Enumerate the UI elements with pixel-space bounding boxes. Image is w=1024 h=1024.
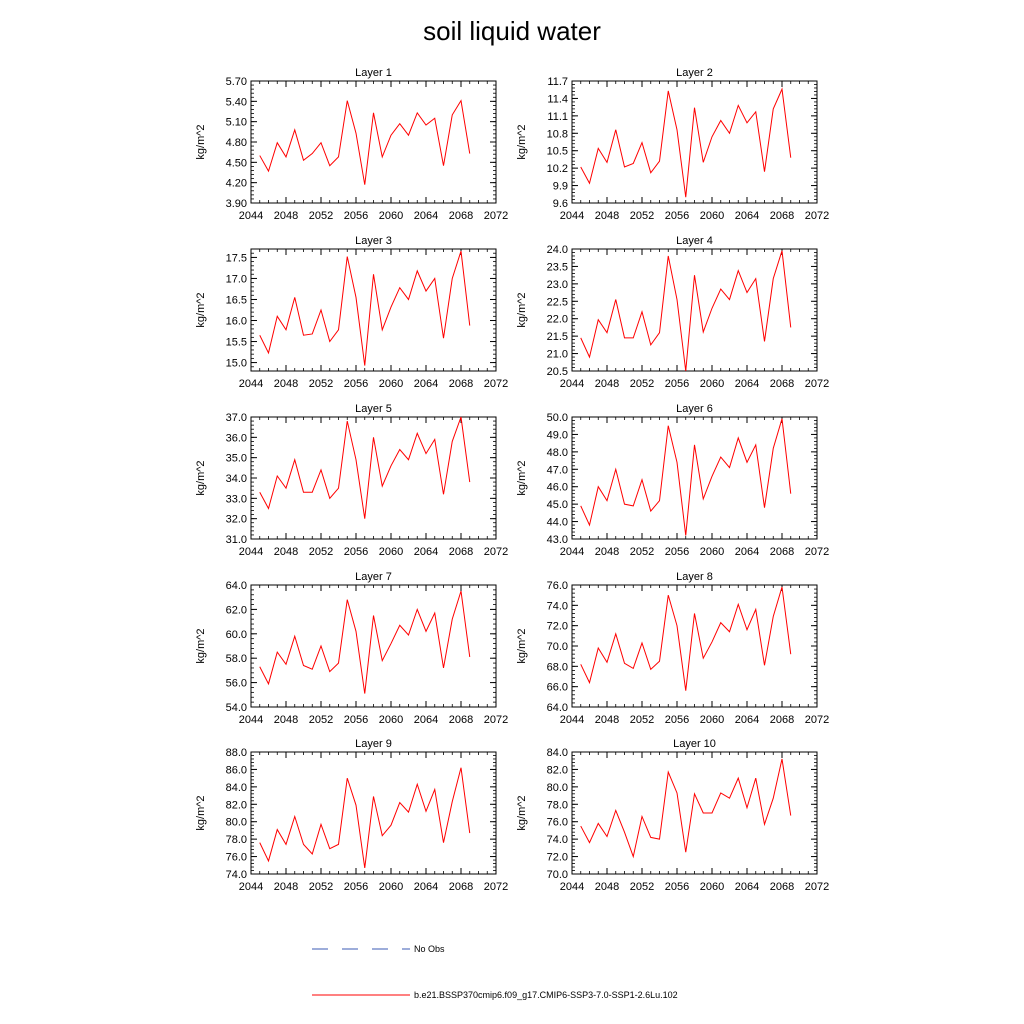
x-tick-label: 2048 [594, 546, 620, 558]
y-tick-label: 15.0 [225, 357, 247, 370]
x-tick-label: 2072 [483, 714, 509, 726]
panel-layer-5 [195, 403, 508, 558]
x-tick-label: 2048 [594, 714, 620, 726]
y-tick-label: 4.80 [225, 137, 247, 149]
y-tick-label: 66.0 [546, 681, 568, 694]
panels [195, 67, 829, 893]
x-tick-label: 2068 [448, 881, 474, 893]
panel-title: Layer 1 [355, 67, 392, 79]
plot-frame [572, 249, 817, 371]
x-tick-label: 2056 [343, 881, 369, 893]
panel-layer-3 [195, 235, 508, 390]
panel-title: Layer 5 [355, 403, 392, 415]
y-tick-label: 76.0 [546, 580, 568, 592]
x-tick-label: 2048 [273, 881, 299, 893]
x-tick-label: 2068 [769, 546, 795, 558]
x-tick-label: 2072 [804, 210, 830, 222]
y-tick-label: 22.0 [546, 313, 568, 326]
y-tick-label: 21.0 [546, 348, 568, 361]
x-tick-label: 2060 [699, 210, 725, 222]
x-tick-label: 2072 [804, 881, 830, 893]
x-tick-label: 2064 [734, 378, 760, 390]
plot-frame [251, 752, 496, 874]
y-tick-label: 80.0 [225, 816, 247, 829]
plot-frame [572, 417, 817, 539]
y-tick-label: 76.0 [546, 816, 568, 829]
plot-frame [572, 752, 817, 874]
y-tick-label: 21.5 [546, 331, 568, 344]
x-tick-label: 2052 [629, 881, 655, 893]
y-tick-label: 35.0 [225, 452, 247, 465]
y-tick-label: 72.0 [546, 851, 568, 864]
x-tick-label: 2072 [804, 378, 830, 390]
series-line [581, 759, 791, 857]
panel-layer-10 [516, 738, 829, 893]
panel-title: Layer 4 [676, 235, 713, 247]
y-tick-label: 58.0 [225, 653, 247, 666]
series-line [260, 251, 470, 365]
y-tick-label: 5.10 [225, 116, 247, 129]
y-tick-label: 78.0 [225, 834, 247, 847]
y-tick-label: 33.0 [225, 493, 247, 506]
x-tick-label: 2072 [483, 210, 509, 222]
x-tick-label: 2064 [413, 546, 439, 558]
y-tick-label: 64.0 [546, 702, 568, 714]
x-tick-label: 2044 [559, 881, 585, 893]
y-tick-label: 46.0 [546, 481, 568, 494]
y-tick-label: 17.0 [225, 273, 247, 286]
series-line [260, 591, 470, 693]
panel-title: Layer 3 [355, 235, 392, 247]
panel-layer-4 [516, 235, 829, 390]
y-tick-label: 54.0 [225, 702, 247, 714]
panel-title: Layer 7 [355, 571, 392, 583]
x-tick-label: 2052 [308, 378, 334, 390]
x-tick-label: 2060 [378, 210, 404, 222]
y-tick-label: 16.5 [225, 294, 247, 307]
series-line [581, 251, 791, 371]
y-tick-label: 5.70 [225, 76, 247, 88]
x-tick-label: 2064 [413, 881, 439, 893]
y-axis-label: kg/m^2 [516, 795, 528, 831]
y-tick-label: 48.0 [546, 446, 568, 459]
panel-layer-8 [516, 571, 829, 726]
y-tick-label: 34.0 [225, 473, 247, 485]
panel-layer-9 [195, 738, 508, 893]
y-tick-label: 45.0 [546, 499, 568, 512]
y-tick-label: 56.0 [225, 677, 247, 690]
x-tick-label: 2072 [483, 546, 509, 558]
y-tick-label: 11.1 [547, 110, 568, 123]
x-tick-label: 2052 [629, 210, 655, 222]
legend-obs-label: No Obs [414, 944, 445, 954]
y-tick-label: 36.0 [225, 432, 247, 445]
x-tick-label: 2064 [734, 881, 760, 893]
x-tick-label: 2060 [699, 714, 725, 726]
legend [312, 944, 678, 1000]
y-tick-label: 47.0 [546, 464, 568, 477]
y-tick-label: 5.40 [225, 96, 247, 109]
series-line [260, 417, 470, 519]
y-tick-label: 15.5 [225, 336, 247, 349]
panel-title: Layer 8 [676, 571, 713, 583]
x-tick-label: 2056 [343, 210, 369, 222]
x-tick-label: 2072 [483, 378, 509, 390]
y-axis-label: kg/m^2 [516, 124, 528, 160]
y-tick-label: 82.0 [546, 764, 568, 777]
y-tick-label: 49.0 [546, 429, 568, 442]
y-tick-label: 10.8 [546, 128, 568, 141]
x-tick-label: 2044 [238, 714, 264, 726]
panel-title: Layer 10 [673, 738, 716, 750]
y-axis-label: kg/m^2 [516, 628, 528, 664]
panel-layer-1 [195, 67, 508, 222]
x-tick-label: 2056 [664, 881, 690, 893]
y-tick-label: 22.5 [546, 296, 568, 309]
y-tick-label: 37.0 [225, 412, 247, 424]
y-tick-label: 60.0 [225, 628, 247, 641]
plot-frame [572, 81, 817, 203]
y-tick-label: 76.0 [225, 851, 247, 864]
x-tick-label: 2064 [413, 210, 439, 222]
x-tick-label: 2068 [448, 378, 474, 390]
x-tick-label: 2068 [769, 210, 795, 222]
y-tick-label: 88.0 [225, 747, 247, 759]
y-axis-label: kg/m^2 [195, 460, 207, 496]
x-tick-label: 2044 [238, 378, 264, 390]
x-tick-label: 2052 [308, 881, 334, 893]
y-tick-label: 17.5 [225, 252, 247, 265]
x-tick-label: 2044 [238, 546, 264, 558]
x-tick-label: 2044 [559, 714, 585, 726]
x-tick-label: 2056 [664, 210, 690, 222]
y-tick-label: 24.0 [546, 244, 568, 256]
x-tick-label: 2056 [664, 546, 690, 558]
x-tick-label: 2064 [413, 378, 439, 390]
panel-title: Layer 2 [676, 67, 713, 79]
panel-title: Layer 6 [676, 403, 713, 415]
x-tick-label: 2044 [559, 546, 585, 558]
x-tick-label: 2052 [308, 210, 334, 222]
x-tick-label: 2060 [699, 546, 725, 558]
y-axis-label: kg/m^2 [195, 292, 207, 328]
x-tick-label: 2044 [238, 210, 264, 222]
y-tick-label: 11.4 [547, 93, 568, 106]
y-axis-label: kg/m^2 [195, 795, 207, 831]
y-axis-label: kg/m^2 [195, 124, 207, 160]
y-tick-label: 9.6 [552, 198, 568, 210]
x-tick-label: 2072 [804, 714, 830, 726]
x-tick-label: 2056 [664, 378, 690, 390]
y-tick-label: 74.0 [546, 600, 568, 613]
y-tick-label: 70.0 [546, 869, 568, 881]
y-tick-label: 82.0 [225, 799, 247, 812]
y-axis-label: kg/m^2 [516, 460, 528, 496]
x-tick-label: 2060 [378, 881, 404, 893]
y-tick-label: 62.0 [225, 604, 247, 617]
x-tick-label: 2064 [734, 210, 760, 222]
y-tick-label: 23.5 [546, 261, 568, 274]
plot-frame [251, 249, 496, 371]
x-tick-label: 2064 [734, 714, 760, 726]
panel-layer-6 [516, 403, 829, 558]
x-tick-label: 2048 [273, 378, 299, 390]
figure-title: soil liquid water [423, 16, 601, 46]
x-tick-label: 2060 [699, 378, 725, 390]
x-tick-label: 2052 [629, 546, 655, 558]
x-tick-label: 2060 [378, 714, 404, 726]
y-tick-label: 9.9 [552, 180, 568, 193]
series-line [260, 101, 470, 185]
y-tick-label: 74.0 [546, 834, 568, 847]
x-tick-label: 2060 [699, 881, 725, 893]
series-line [581, 419, 791, 536]
x-tick-label: 2056 [343, 714, 369, 726]
x-tick-label: 2048 [594, 378, 620, 390]
y-tick-label: 78.0 [546, 799, 568, 812]
y-tick-label: 32.0 [225, 513, 247, 526]
x-tick-label: 2068 [769, 378, 795, 390]
x-tick-label: 2048 [594, 210, 620, 222]
y-tick-label: 72.0 [546, 620, 568, 633]
y-tick-label: 11.7 [547, 76, 568, 88]
x-tick-label: 2072 [804, 546, 830, 558]
plot-frame [251, 417, 496, 539]
plot-frame [251, 81, 496, 203]
plot-frame [251, 585, 496, 707]
y-tick-label: 20.5 [546, 366, 568, 378]
x-tick-label: 2044 [559, 378, 585, 390]
y-tick-label: 70.0 [546, 641, 568, 653]
series-line [581, 89, 791, 197]
series-line [581, 587, 791, 691]
panel-layer-2 [516, 67, 829, 222]
panel-layer-7 [195, 571, 508, 726]
x-tick-label: 2064 [413, 714, 439, 726]
x-tick-label: 2060 [378, 378, 404, 390]
y-tick-label: 68.0 [546, 661, 568, 674]
x-tick-label: 2056 [664, 714, 690, 726]
x-tick-label: 2068 [448, 714, 474, 726]
y-tick-label: 10.5 [546, 145, 568, 158]
y-tick-label: 31.0 [225, 534, 247, 546]
x-tick-label: 2052 [629, 378, 655, 390]
y-axis-label: kg/m^2 [516, 292, 528, 328]
x-tick-label: 2048 [594, 881, 620, 893]
y-tick-label: 84.0 [546, 747, 568, 759]
x-tick-label: 2056 [343, 546, 369, 558]
legend-model-label: b.e21.BSSP370cmip6.f09_g17.CMIP6-SSP3-7.0-SSP1-2.6Lu.102 [414, 990, 678, 1000]
x-tick-label: 2068 [769, 881, 795, 893]
y-tick-label: 3.90 [225, 198, 247, 210]
y-tick-label: 43.0 [546, 534, 568, 546]
x-tick-label: 2072 [483, 881, 509, 893]
y-tick-label: 4.20 [225, 177, 247, 190]
panel-title: Layer 9 [355, 738, 392, 750]
y-tick-label: 50.0 [546, 412, 568, 424]
y-tick-label: 16.0 [225, 315, 247, 328]
x-tick-label: 2068 [769, 714, 795, 726]
y-tick-label: 4.50 [225, 157, 247, 170]
x-tick-label: 2048 [273, 210, 299, 222]
y-axis-label: kg/m^2 [195, 628, 207, 664]
x-tick-label: 2044 [559, 210, 585, 222]
y-tick-label: 64.0 [225, 580, 247, 592]
x-tick-label: 2060 [378, 546, 404, 558]
x-tick-label: 2052 [308, 714, 334, 726]
x-tick-label: 2048 [273, 714, 299, 726]
y-tick-label: 10.2 [546, 163, 568, 176]
y-tick-label: 74.0 [225, 869, 247, 881]
x-tick-label: 2056 [343, 378, 369, 390]
y-tick-label: 80.0 [546, 781, 568, 794]
x-tick-label: 2052 [308, 546, 334, 558]
y-tick-label: 86.0 [225, 764, 247, 777]
y-tick-label: 84.0 [225, 781, 247, 794]
y-tick-label: 44.0 [546, 516, 568, 529]
x-tick-label: 2068 [448, 210, 474, 222]
x-tick-label: 2048 [273, 546, 299, 558]
x-tick-label: 2068 [448, 546, 474, 558]
plot-frame [572, 585, 817, 707]
y-tick-label: 23.0 [546, 278, 568, 291]
x-tick-label: 2044 [238, 881, 264, 893]
x-tick-label: 2064 [734, 546, 760, 558]
x-tick-label: 2052 [629, 714, 655, 726]
series-line [260, 768, 470, 868]
